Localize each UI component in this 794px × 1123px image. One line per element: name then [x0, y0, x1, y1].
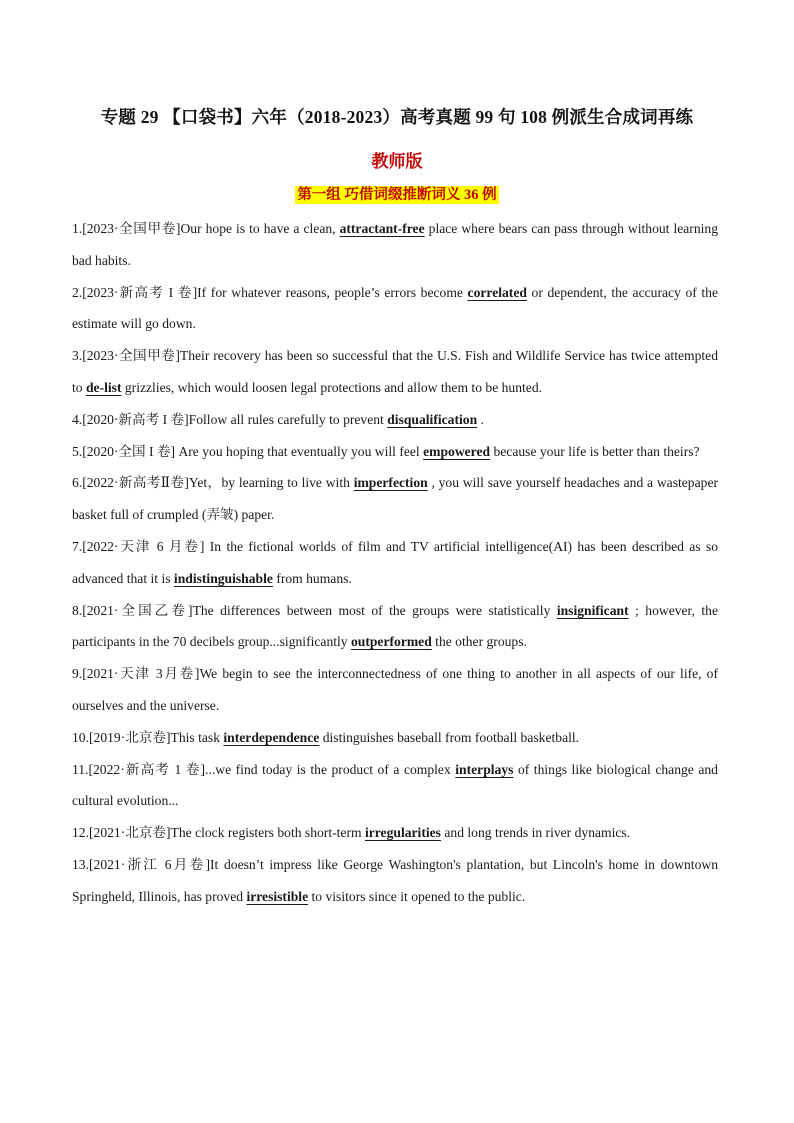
list-item [72, 754, 718, 818]
page-subtitle: 教师版 [371, 152, 423, 171]
item-text: 7.[2022·天津 6 月卷] In the fictional worlds of film and TV artificial intelligence(AI) has been described as so advanced that it is [72, 538, 718, 586]
list-item [72, 531, 718, 595]
answer-word: insignificant [556, 602, 629, 618]
item-text: and long trends in river dynamics. [440, 825, 631, 841]
item-text: 8.[2021·全国乙卷]The differences between most of the groups were statistically [72, 602, 557, 618]
answer-word: outperformed [350, 634, 432, 650]
list-item [72, 722, 718, 754]
item-text: distinguishes baseball from football basketball. [319, 729, 580, 745]
group-heading-text: 第一组 巧借词缀推断词义 36 例 [297, 187, 497, 203]
item-text: 2.[2023·新高考 I 卷]If for whatever reasons, people’s errors become [72, 284, 468, 300]
answer-word: disqualification [387, 411, 478, 427]
item-text: 9.[2021·天津 3月卷]We begin to see the interconnectedness of one thing to another in all aspects of our life, of ourselves and the universe. [72, 666, 718, 713]
answer-word: empowered [423, 443, 491, 459]
answer-word: imperfection [353, 475, 428, 491]
answer-word: interplays [455, 761, 514, 777]
list-item [72, 658, 718, 722]
list-item [72, 436, 718, 468]
answer-word: irregularities [364, 825, 441, 841]
item-text: 1.[2023·全国甲卷]Our hope is to have a clean, [72, 221, 340, 236]
list-item [72, 340, 718, 404]
item-text: 12.[2021·北京卷]The clock registers both short-term [72, 825, 365, 841]
item-text: to visitors since it opened to the public. [308, 888, 526, 904]
answer-word: irresistible [246, 888, 309, 904]
answer-word: indistinguishable [173, 570, 273, 586]
answer-word: interdependence [223, 729, 320, 745]
item-text: 3.[2023·全国甲卷]Their recovery has been so successful that the U.S. Fish and Wildlife Service has twice attempted to [72, 348, 718, 395]
list-item [72, 595, 718, 659]
item-text: 11.[2022·新高考 1 卷]...we find today is the product of a complex [72, 761, 456, 777]
list-item [72, 404, 718, 436]
sentence-list [72, 213, 718, 913]
item-text: 4.[2020·新高考 I 卷]Follow all rules carefully to prevent [72, 411, 388, 427]
item-text: 6.[2022·新高考Ⅱ卷]Yet，by learning to live with [72, 475, 354, 491]
group-heading [0, 183, 794, 204]
item-text: 10.[2019·北京卷]This task [72, 729, 224, 745]
item-text: the other groups. [431, 634, 527, 650]
answer-word: attractant-free [339, 221, 425, 236]
list-item [72, 467, 718, 531]
item-text: 5.[2020·全国 I 卷] Are you hoping that eventually you will feel [72, 443, 424, 459]
page-title: 专题 29 【口袋书】六年（2018-2023）高考真题 99 句 108 例派生合成词再练 [100, 107, 694, 127]
item-text: , you will save yourself headaches and a wastepaper basket full of crumpled (弄皱) paper. [72, 475, 718, 523]
item-text: from humans. [272, 570, 352, 586]
item-text: ; however, the participants in the 70 decibels group...significantly [72, 602, 718, 650]
item-text: or dependent, the accuracy of the estimate will go down. [72, 284, 718, 332]
item-text: of things like biological change and cultural evolution... [72, 761, 718, 809]
list-item [72, 213, 718, 277]
answer-word: de-list [85, 379, 122, 395]
item-text: because your life is better than theirs? [490, 443, 700, 459]
item-text: place where bears can pass through without learning bad habits. [72, 221, 718, 268]
item-text: . [477, 411, 484, 427]
answer-word: correlated [467, 284, 527, 300]
list-item [72, 817, 718, 849]
list-item [72, 277, 718, 341]
list-item [72, 849, 718, 913]
item-text: grizzlies, which would loosen legal protections and allow them to be hunted. [121, 379, 543, 395]
item-text: 13.[2021·浙江 6月卷]It doesn’t impress like George Washington's plantation, but Lincoln's home in downtown Springheld, Illinois, has proved [72, 856, 718, 904]
